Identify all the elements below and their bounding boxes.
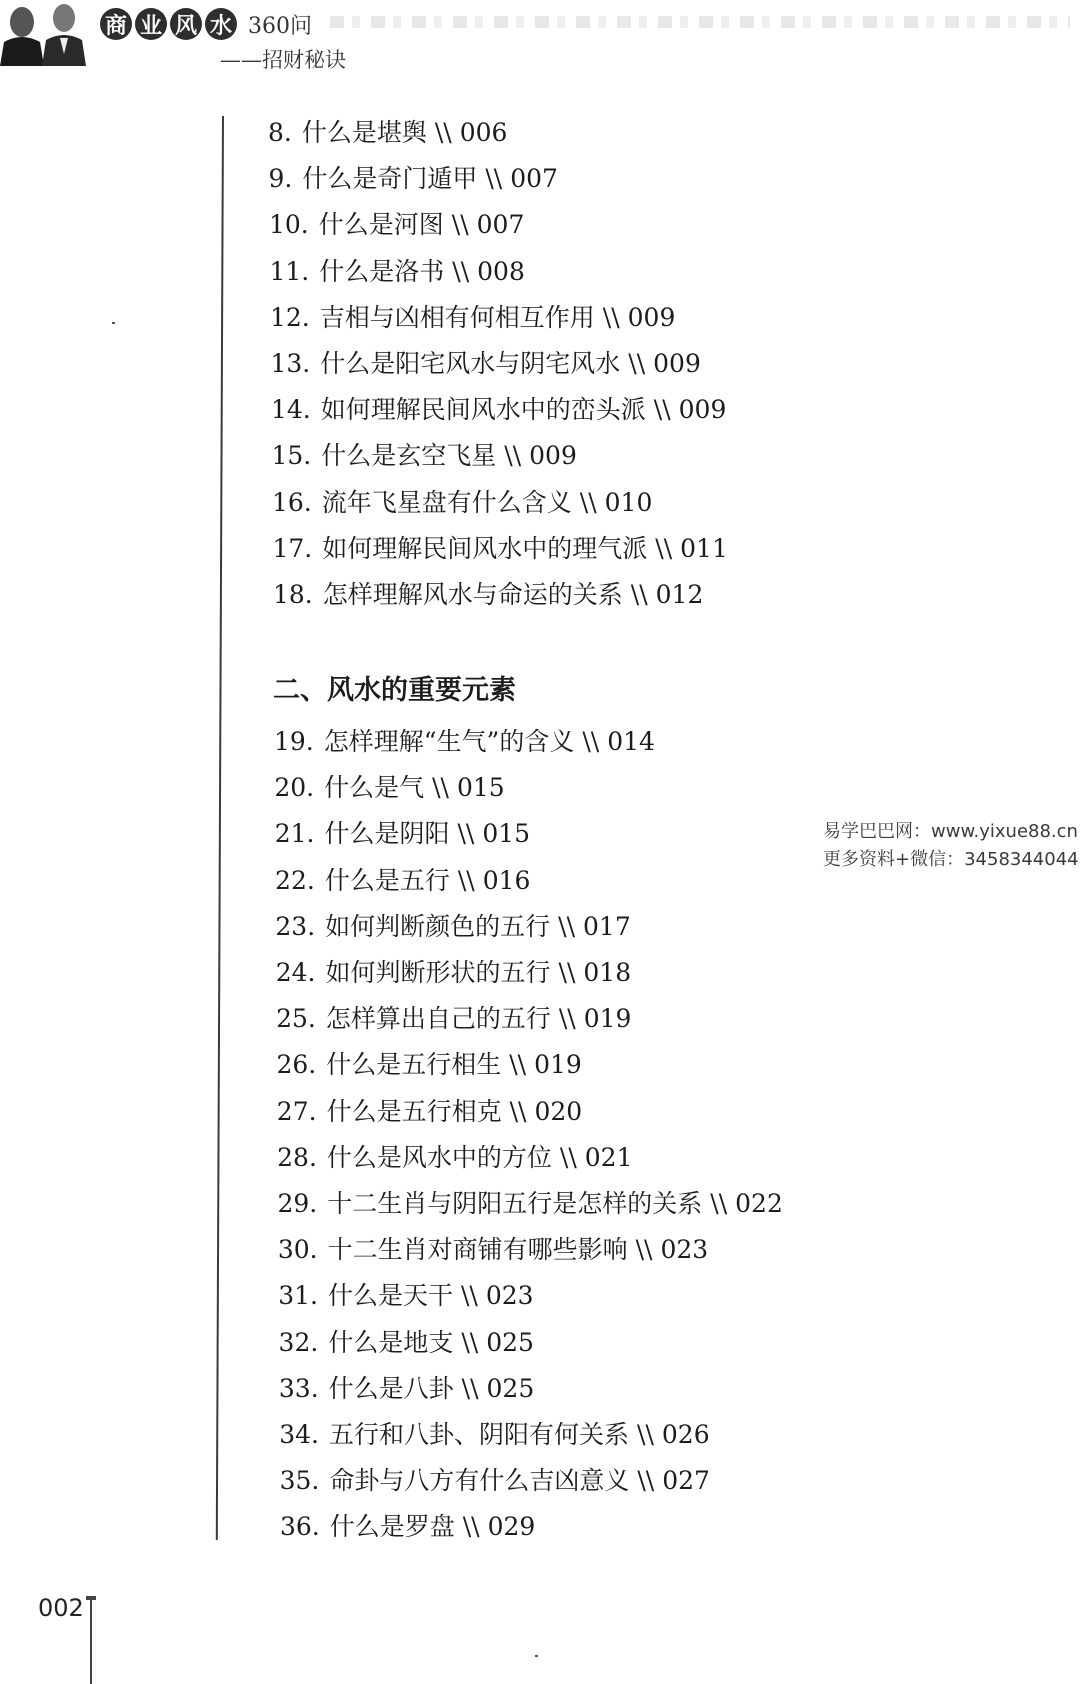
toc-entry-number: 24. — [275, 958, 316, 987]
toc-entry — [278, 1235, 708, 1265]
toc-entry-title: 流年飞星盘有什么含义 — [321, 487, 572, 517]
toc-separator: \\ — [558, 1004, 576, 1034]
toc-separator: \\ — [452, 256, 470, 286]
toc-entry — [275, 912, 630, 942]
toc-entry-title: 什么是阴阳 — [324, 819, 450, 849]
toc-entry-number: 33. — [278, 1373, 319, 1403]
toc-separator: \\ — [509, 1050, 527, 1080]
book-title — [100, 4, 312, 44]
toc-entry-number: 30. — [277, 1235, 318, 1265]
toc-entry-title: 什么是五行 — [324, 865, 450, 895]
title-char-badge: 水 — [205, 8, 237, 40]
toc-separator: \\ — [655, 533, 673, 563]
toc-page-ref: 016 — [482, 865, 531, 895]
toc-separator: \\ — [457, 865, 475, 895]
toc-separator: \\ — [628, 349, 646, 378]
toc-entry-number: 9. — [268, 164, 293, 194]
toc-entry-number: 28. — [277, 1142, 317, 1172]
book-subtitle: ——招财秘诀 — [220, 48, 346, 72]
toc-separator: \\ — [485, 164, 503, 194]
toc-entry-number: 18. — [273, 580, 313, 609]
toc-page-ref: 009 — [678, 395, 727, 425]
toc-entry — [278, 1281, 533, 1311]
toc-separator: \\ — [461, 1327, 479, 1357]
toc-entry-title: 命卦与八方有什么吉凶意义 — [329, 1466, 630, 1496]
toc-page-ref: 029 — [487, 1512, 536, 1542]
toc-entry-title: 什么是河图 — [318, 210, 444, 240]
toc-entry — [268, 118, 507, 148]
toc-separator: \\ — [558, 958, 576, 987]
toc-separator: \\ — [635, 1235, 653, 1265]
toc-entry — [271, 349, 701, 379]
toc-entry-number: 13. — [270, 349, 311, 378]
toc-entry — [280, 1512, 535, 1542]
toc-entry-title: 什么是天干 — [327, 1281, 453, 1311]
toc-page-ref: 014 — [607, 727, 655, 756]
toc-page-ref: 009 — [627, 302, 676, 332]
toc-entry-title: 什么是奇门遁甲 — [302, 164, 478, 194]
toc-entry — [275, 866, 530, 896]
toc-page-ref: 012 — [655, 580, 704, 609]
toc-separator: \\ — [630, 580, 648, 609]
toc-separator: \\ — [637, 1466, 655, 1496]
toc-entry-number: 31. — [278, 1281, 318, 1311]
toc-separator: \\ — [461, 1373, 479, 1403]
toc-separator: \\ — [710, 1189, 728, 1218]
toc-entry-title: 什么是八卦 — [328, 1373, 454, 1403]
toc-entry-number: 19. — [274, 727, 314, 756]
toc-page-ref: 006 — [459, 118, 508, 147]
toc-page-ref: 027 — [662, 1466, 710, 1496]
toc-entry-title: 什么是风水中的方位 — [326, 1142, 552, 1172]
toc-entry-title: 怎样理解风水与命运的关系 — [322, 580, 623, 609]
toc-separator: \\ — [653, 395, 671, 425]
toc-entry-title: 什么是五行相生 — [326, 1050, 502, 1080]
toc-entry-number: 22. — [275, 865, 315, 895]
toc-entry-title: 什么是堪舆 — [301, 118, 427, 147]
footer-rule — [90, 1598, 92, 1684]
toc-entry-number: 10. — [269, 210, 309, 240]
toc-entry-title: 什么是阳宅风水与阴宅风水 — [320, 349, 621, 378]
toc-separator: \\ — [460, 1281, 478, 1311]
section-heading: 二、风水的重要元素 — [273, 675, 516, 706]
toc-entry-title: 五行和八卦、阴阳有何关系 — [329, 1420, 630, 1449]
toc-separator: \\ — [434, 118, 452, 147]
watermark-line: 易学巴巴网：www.yixue88.cn — [823, 821, 1078, 842]
toc-entry — [274, 773, 504, 803]
toc-entry-number: 32. — [278, 1327, 319, 1357]
toc-page-ref: 017 — [583, 911, 631, 941]
toc-entry-number: 36. — [279, 1512, 320, 1542]
toc-page-ref: 020 — [534, 1096, 583, 1126]
toc-page-ref: 015 — [482, 819, 531, 849]
toc-entry — [272, 441, 577, 471]
toc-separator: \\ — [509, 1096, 527, 1126]
toc-entry-number: 21. — [274, 819, 315, 849]
author-portraits — [0, 0, 88, 66]
toc-entry-title: 如何判断形状的五行 — [325, 958, 551, 987]
toc-entry — [273, 534, 728, 564]
toc-page-ref: 007 — [510, 164, 558, 194]
toc-page-ref: 019 — [534, 1050, 582, 1080]
toc-entry-title: 十二生肖与阴阳五行是怎样的关系 — [327, 1189, 703, 1218]
toc-page-ref: 022 — [735, 1189, 783, 1218]
toc-entry — [269, 164, 558, 194]
toc-entry-title: 什么是气 — [324, 773, 425, 803]
toc-entry-number: 26. — [276, 1050, 317, 1080]
scan-speck — [112, 322, 115, 324]
toc-entry — [276, 1004, 631, 1034]
toc-entry-number: 29. — [277, 1189, 318, 1218]
toc-entry — [279, 1328, 534, 1358]
toc-entry-title: 什么是罗盘 — [329, 1512, 455, 1542]
toc-entry-number: 8. — [268, 118, 292, 147]
toc-page-ref: 009 — [529, 441, 577, 471]
toc-entry-number: 12. — [270, 302, 310, 332]
toc-page-ref: 023 — [660, 1235, 709, 1265]
toc-separator: \\ — [451, 210, 469, 240]
toc-entry-number: 35. — [279, 1466, 320, 1496]
toc-page-ref: 019 — [583, 1004, 632, 1034]
toc-entry-number: 23. — [275, 911, 316, 941]
toc-entry-title: 怎样理解“生气”的含义 — [323, 727, 575, 756]
toc-entry — [280, 1466, 710, 1496]
toc-entry-title: 如何理解民间风水中的理气派 — [322, 533, 648, 563]
toc-entry — [279, 1374, 534, 1404]
page-number: 002 — [38, 1594, 84, 1622]
margin-rule — [216, 116, 224, 1540]
toc-entry — [269, 210, 524, 240]
toc-page-ref: 015 — [456, 773, 505, 803]
toc-entry-title: 怎样算出自己的五行 — [325, 1004, 551, 1034]
toc-separator: \\ — [432, 773, 449, 803]
toc-page-ref: 023 — [485, 1281, 534, 1311]
toc-entry-title: 吉相与凶相有何相互作用 — [319, 302, 595, 332]
toc-entry — [275, 819, 530, 849]
toc-entry-number: 15. — [271, 441, 312, 471]
toc-entry-title: 什么是五行相克 — [326, 1096, 502, 1126]
toc-page-ref: 009 — [653, 349, 701, 378]
toc-entry-number: 27. — [276, 1096, 317, 1126]
title-char-badge: 业 — [135, 8, 167, 40]
toc-entry — [277, 1097, 582, 1127]
toc-page-ref: 007 — [476, 210, 525, 240]
toc-page-ref: 008 — [477, 256, 525, 286]
title-char-badge: 风 — [170, 8, 202, 40]
toc-entry-title: 如何判断颜色的五行 — [325, 911, 551, 941]
toc-entry-title: 如何理解民间风水中的峦头派 — [320, 395, 646, 425]
toc-entry-number: 17. — [272, 533, 313, 563]
toc-entry — [272, 488, 652, 518]
toc-entry — [276, 1050, 581, 1080]
toc-entry-number: 25. — [276, 1004, 316, 1034]
toc-separator: \\ — [582, 727, 600, 756]
toc-separator: \\ — [457, 819, 475, 849]
watermark-line: 更多资料+微信：3458344044 — [823, 849, 1079, 870]
toc-entry — [276, 958, 631, 988]
toc-entry-title: 什么是地支 — [328, 1327, 454, 1357]
toc-separator: \\ — [558, 911, 576, 941]
toc-entry — [273, 580, 703, 610]
watermark — [823, 818, 1079, 874]
toc-separator: \\ — [602, 302, 620, 332]
title-suffix: 360问 — [248, 13, 312, 39]
toc-entry — [270, 257, 525, 287]
toc-separator: \\ — [579, 487, 597, 517]
toc-separator: \\ — [559, 1142, 577, 1172]
toc-page-ref: 018 — [583, 958, 632, 987]
toc-entry-number: 11. — [269, 256, 310, 286]
toc-entry-number: 16. — [272, 487, 312, 517]
toc-page-ref: 025 — [486, 1327, 534, 1357]
toc-separator: \\ — [637, 1420, 654, 1449]
toc-page-ref: 011 — [680, 533, 728, 563]
header-scan-noise — [330, 16, 1070, 28]
toc-separator: \\ — [504, 441, 522, 471]
toc-page-ref: 025 — [486, 1373, 535, 1403]
toc-entry-number: 34. — [279, 1420, 320, 1449]
toc-entry-title: 十二生肖对商铺有哪些影响 — [327, 1235, 628, 1265]
scan-speck — [535, 1655, 538, 1657]
toc-entry-number: 14. — [271, 395, 311, 425]
toc-entry — [279, 1420, 709, 1450]
toc-entry — [278, 1189, 783, 1219]
toc-entry-title: 什么是玄空飞星 — [321, 441, 497, 471]
toc-separator: \\ — [462, 1512, 480, 1542]
toc-entry-number: 20. — [274, 773, 315, 803]
toc-page-ref: 010 — [604, 487, 653, 517]
toc-entry — [274, 727, 655, 757]
toc-page-ref: 021 — [584, 1142, 633, 1172]
toc-entry — [270, 303, 675, 333]
title-char-badge: 商 — [100, 8, 132, 40]
toc-entry-title: 什么是洛书 — [319, 256, 445, 286]
toc-page-ref: 026 — [661, 1420, 710, 1449]
toc-entry — [277, 1143, 632, 1173]
toc-entry — [271, 395, 726, 425]
